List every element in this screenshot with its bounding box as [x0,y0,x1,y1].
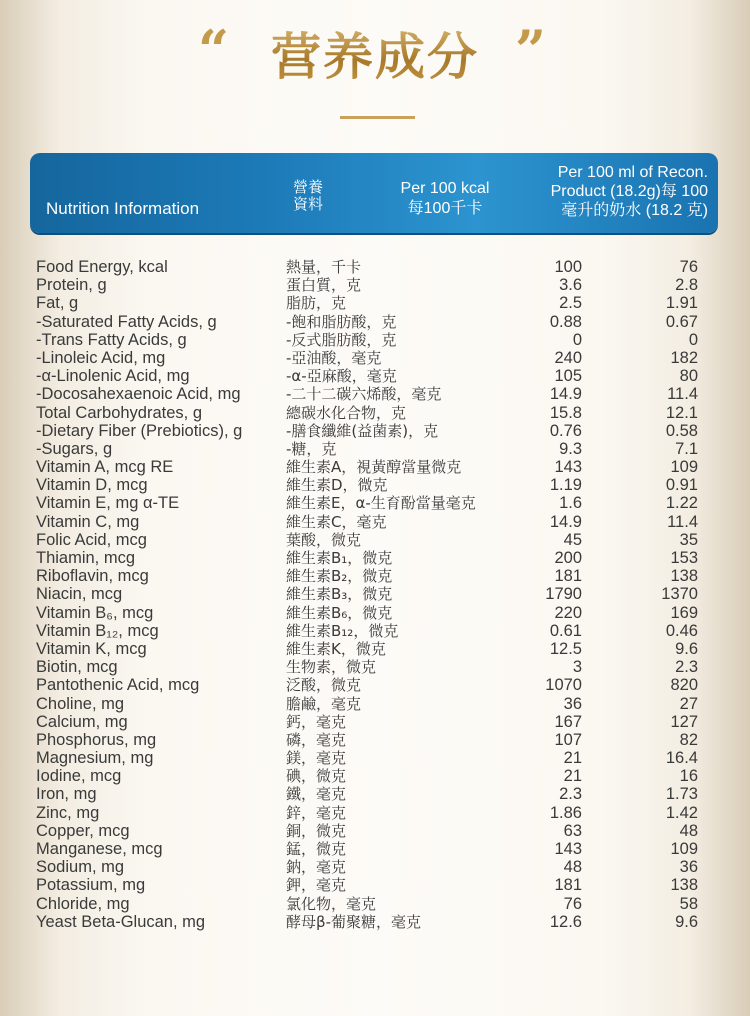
header-chinese-label-line-2: 資料 [292,195,323,213]
nutrient-name-chinese: 維生素D，微克 [286,476,388,495]
value-per-100-kcal: 181 [554,876,582,895]
nutrient-name-chinese: -α-亞麻酸，毫克 [286,367,397,386]
nutrient-name-chinese: 錳，微克 [286,840,347,858]
table-row [0,513,750,531]
nutrient-name: Vitamin D, mcg [36,476,148,495]
table-row [0,476,750,494]
table-row [0,294,750,312]
nutrient-name: Magnesium, mg [36,749,154,768]
page-title: 营养成分 [271,22,479,92]
value-per-100-ml: 0 [688,330,698,349]
value-per-100-kcal: 167 [554,712,582,731]
nutrient-name-chinese: 維生素A，視黃醇當量微克 [286,458,462,477]
value-per-100-kcal: 107 [554,730,582,749]
value-per-100-ml: 820 [670,676,698,695]
nutrient-name-chinese: 脂肪，克 [286,294,347,313]
nutrient-name-chinese: -飽和脂肪酸，克 [286,312,397,331]
value-per-100-ml: 2.3 [675,658,698,677]
nutrient-name-chinese: -糖，克 [286,439,337,458]
nutrient-name-chinese: 酵母β-葡聚糖，毫克 [286,912,421,931]
nutrient-name-chinese: 維生素B₆，微克 [286,603,393,622]
header-per-kcal-line-1: Per 100 kcal [400,180,490,197]
value-per-100-kcal: 200 [554,549,582,567]
value-per-100-kcal: 100 [554,258,582,276]
value-per-100-kcal: 12.5 [549,639,582,658]
nutrient-name-chinese: 熱量，千卡 [286,258,362,276]
value-per-100-ml: 1.22 [665,494,698,513]
value-per-100-kcal: 1.6 [559,494,582,513]
nutrient-name: -α-Linolenic Acid, mg [36,367,190,386]
value-per-100-ml: 138 [670,567,698,586]
value-per-100-kcal: 45 [563,530,582,549]
value-per-100-ml: 58 [679,894,698,913]
value-per-100-kcal: 181 [554,567,582,586]
nutrient-name-chinese: 鎂，毫克 [286,749,347,768]
nutrient-name-chinese: 鐵，毫克 [286,785,347,804]
nutrient-name: -Trans Fatty Acids, g [36,330,187,349]
nutrient-name-chinese: 生物素，微克 [286,658,377,677]
nutrient-name: Vitamin A, mcg RE [36,458,174,477]
header-per-ml-line-2: Product (18.2g)每 100 [550,183,708,200]
table-row [0,367,750,385]
table-row [0,676,750,694]
nutrient-name: -Saturated Fatty Acids, g [36,312,217,331]
table-row [0,604,750,622]
value-per-100-ml: 0.67 [665,312,698,331]
value-per-100-ml: 2.8 [675,276,698,295]
value-per-100-ml: 182 [670,348,698,367]
value-per-100-kcal: 63 [563,821,582,840]
table-row [0,404,750,422]
value-per-100-ml: 11.4 [667,385,698,404]
nutrient-name: -Docosahexaenoic Acid, mg [36,385,241,404]
nutrient-name: Niacin, mcg [36,585,123,604]
table-row [0,258,750,276]
table-row [0,895,750,913]
nutrient-name: Potassium, mg [36,876,146,895]
value-per-100-kcal: 143 [554,458,582,477]
value-per-100-kcal: 1.86 [549,803,582,822]
value-per-100-ml: 0.91 [665,476,698,495]
header-nutrition-information: Nutrition Information [46,199,200,218]
value-per-100-kcal: 143 [554,840,582,858]
nutrient-name: Manganese, mcg [36,840,163,858]
table-row [0,640,750,658]
value-per-100-kcal: 21 [563,749,582,768]
nutrient-name-chinese: 碘，微克 [286,767,347,786]
value-per-100-kcal: 9.3 [559,439,582,458]
table-row [0,531,750,549]
nutrient-name: -Linoleic Acid, mg [36,348,166,367]
nutrient-name: Thiamin, mcg [36,549,136,567]
value-per-100-ml: 27 [679,694,698,713]
value-per-100-ml: 109 [670,458,698,477]
nutrient-name-chinese: 維生素K，微克 [286,639,386,658]
title-divider [340,116,415,119]
nutrient-name: Sodium, mg [36,858,125,877]
nutrient-name: Vitamin C, mg [36,512,140,531]
nutrient-name: Iron, mg [36,785,97,804]
open-quote-mark: “ [198,18,230,82]
nutrient-name-chinese: 鋅，毫克 [286,803,347,822]
value-per-100-kcal: 0 [572,330,582,349]
value-per-100-ml: 35 [679,530,698,549]
nutrient-name: Chloride, mg [36,894,130,913]
value-per-100-kcal: 240 [554,348,582,367]
value-per-100-ml: 11.4 [667,512,698,531]
header-per-100-ml [508,163,708,220]
nutrient-name: -Dietary Fiber (Prebiotics), g [36,421,243,440]
table-row [0,749,750,767]
nutrient-name: Yeast Beta-Glucan, mg [36,912,206,931]
table-row [0,440,750,458]
nutrient-name-chinese: 鉀，毫克 [286,876,347,895]
value-per-100-kcal: 2.3 [559,785,582,804]
nutrient-name: Fat, g [36,294,79,313]
value-per-100-kcal: 1.19 [549,476,582,495]
value-per-100-ml: 12.1 [665,403,698,422]
close-quote-mark: ” [515,18,547,82]
value-per-100-kcal: 15.8 [549,403,582,422]
value-per-100-kcal: 0.88 [549,312,582,331]
nutrient-name-chinese: 泛酸，微克 [286,676,362,695]
table-row [0,349,750,367]
table-row [0,385,750,403]
value-per-100-kcal: 2.5 [559,294,582,313]
value-per-100-kcal: 3.6 [559,276,582,295]
value-per-100-kcal: 105 [554,367,582,386]
title-container [0,18,750,92]
value-per-100-kcal: 14.9 [549,512,582,531]
table-row [0,913,750,931]
nutrient-name: Vitamin E, mg α-TE [36,494,180,513]
nutrient-name: Pantothenic Acid, mcg [36,676,200,695]
nutrient-name-chinese: -二十二碳六烯酸，毫克 [286,385,442,404]
value-per-100-kcal: 3 [572,658,582,677]
value-per-100-kcal: 21 [563,767,582,786]
nutrient-name: Choline, mg [36,694,125,713]
value-per-100-ml: 48 [679,821,698,840]
value-per-100-ml: 9.6 [675,639,698,658]
nutrient-name: Riboflavin, mcg [36,567,149,586]
nutrient-name-chinese: -反式脂肪酸，克 [286,330,397,349]
value-per-100-kcal: 220 [554,603,582,622]
value-per-100-ml: 1.91 [665,294,698,313]
table-row [0,549,750,567]
table-row [0,585,750,603]
table-row [0,622,750,640]
nutrient-name: Total Carbohydrates, g [36,403,203,422]
value-per-100-ml: 169 [670,603,698,622]
table-row [0,331,750,349]
nutrient-name-chinese: 銅，微克 [286,821,347,840]
nutrient-name: Biotin, mcg [36,658,118,677]
nutrient-name-chinese: 鈣，毫克 [286,712,347,731]
value-per-100-ml: 1.73 [665,785,698,804]
value-per-100-ml: 109 [670,840,698,858]
header-per-kcal-line-2: 每100千卡 [407,200,483,217]
value-per-100-kcal: 0.76 [549,421,582,440]
value-per-100-kcal: 36 [563,694,582,713]
table-row [0,658,750,676]
header-chinese-label-line-1: 營養 [292,178,323,196]
table-row [0,494,750,512]
table-row [0,567,750,585]
value-per-100-ml: 1370 [661,585,698,604]
header-per-100-kcal [370,179,520,219]
value-per-100-ml: 138 [670,876,698,895]
table-row [0,695,750,713]
nutrient-name-chinese: 維生素B₁，微克 [286,549,393,567]
nutrient-name-chinese: 總碳水化合物，克 [286,403,407,422]
value-per-100-kcal: 1790 [545,585,582,604]
value-per-100-ml: 16 [679,767,698,786]
nutrient-name-chinese: 葉酸，微克 [286,530,362,549]
value-per-100-kcal: 76 [563,894,582,913]
table-row [0,876,750,894]
nutrient-name-chinese: 維生素B₂，微克 [286,567,393,586]
header-chinese-label [288,179,328,213]
nutrient-name: Calcium, mg [36,712,128,731]
nutrient-name-chinese: 膽鹼，毫克 [286,694,362,713]
nutrient-name: -Sugars, g [36,439,113,458]
table-row [0,458,750,476]
table-row [0,822,750,840]
value-per-100-ml: 1.42 [665,803,698,822]
table-row [0,767,750,785]
nutrient-name: Zinc, mg [36,803,100,822]
header-per-ml-line-3: 毫升的奶水 (18.2 克) [561,202,708,219]
nutrient-name-chinese: 磷，毫克 [286,730,347,749]
value-per-100-kcal: 48 [563,858,582,877]
value-per-100-ml: 153 [670,549,698,567]
nutrient-name: Iodine, mcg [36,767,122,786]
table-row [0,840,750,858]
nutrient-name-chinese: -亞油酸，毫克 [286,348,382,367]
table-row [0,276,750,294]
table-row [0,858,750,876]
table-row [0,313,750,331]
table-row [0,731,750,749]
value-per-100-kcal: 14.9 [549,385,582,404]
nutrient-name-chinese: -膳食纖維(益菌素)，克 [286,421,439,440]
nutrient-name: Vitamin B₁₂, mcg [36,621,159,640]
nutrient-name: Vitamin K, mcg [36,639,147,658]
table-row [0,422,750,440]
table-row [0,713,750,731]
value-per-100-ml: 36 [679,858,698,877]
nutrition-table [0,258,750,931]
value-per-100-ml: 76 [679,258,698,276]
value-per-100-ml: 9.6 [675,912,698,931]
nutrient-name: Food Energy, kcal [36,258,168,276]
value-per-100-ml: 127 [670,712,698,731]
nutrient-name: Phosphorus, mg [36,730,157,749]
table-header [30,153,718,233]
value-per-100-kcal: 12.6 [549,912,582,931]
value-per-100-ml: 7.1 [675,439,698,458]
value-per-100-kcal: 0.61 [549,621,582,640]
value-per-100-ml: 16.4 [665,749,698,768]
nutrient-name-chinese: 鈉，毫克 [286,858,347,877]
table-row [0,785,750,803]
nutrient-name: Vitamin B₆, mcg [36,603,154,622]
nutrient-name-chinese: 蛋白質，克 [286,276,362,295]
header-per-ml-line-1: Per 100 ml of Recon. [557,164,708,181]
nutrient-name: Copper, mcg [36,821,130,840]
value-per-100-kcal: 1070 [545,676,582,695]
value-per-100-ml: 82 [679,730,698,749]
value-per-100-ml: 0.58 [665,421,698,440]
nutrient-name-chinese: 維生素E，α-生育酚當量毫克 [286,494,476,513]
value-per-100-ml: 0.46 [665,621,698,640]
nutrient-name: Protein, g [36,276,107,295]
nutrient-name-chinese: 維生素C，毫克 [286,512,387,531]
value-per-100-ml: 80 [679,367,698,386]
nutrient-name-chinese: 氯化物，毫克 [286,894,377,913]
table-row [0,804,750,822]
nutrient-name-chinese: 維生素B₃，微克 [286,585,393,604]
nutrient-name: Folic Acid, mcg [36,530,147,549]
nutrient-name-chinese: 維生素B₁₂，微克 [286,621,399,640]
